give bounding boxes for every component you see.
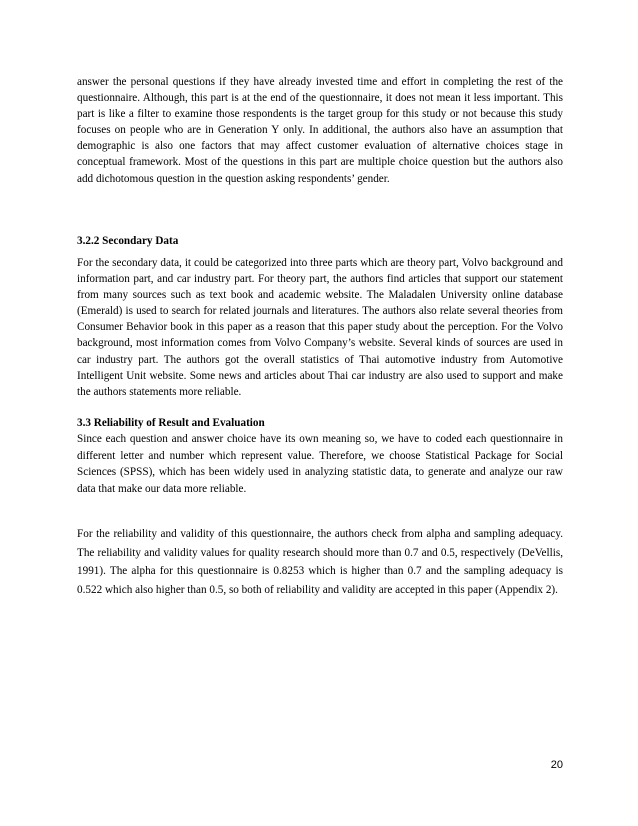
paragraph-questionnaire-demographics: answer the personal questions if they have already invested time and effort in completing the rest of the questionnaire. Although, this part is at the end of the questionnaire, it does not mean it less important. This part is like a filter to examine those respondents is the target group for this study or not because this study focuses on people who are in Generation Y only. In additional, the authors also have an assumption that demographic is also one factors that may affect customer evaluation of alternative choices stage in conceptual framework. Most of the questions in this part are multiple choice question but the authors also add dichotomous question in the question asking respondents’ gender. — [77, 76, 563, 185]
paragraph-reliability-validity: For the reliability and validity of this questionnaire, the authors check from alpha and sampling adequacy. The reliability and validity values for quality research should more than 0.7 and 0.5, respectively (DeVellis, 1991). The alpha for this questionnaire is 0.8253 which is higher than 0.7 and the sampling adequacy is 0.522 which also higher than 0.5, so both of reliability and validity are accepted in this paper (Appendix 2). — [77, 528, 563, 596]
section-heading-reliability: 3.3 Reliability of Result and Evaluation — [77, 417, 265, 429]
page-number: 20 — [550, 759, 563, 771]
paragraph-spss-coding: Since each question and answer choice have its own meaning so, we have to coded each questionnaire in different letter and number which represent value. Therefore, we choose Statistical Package for Social Sciences (SPSS), which has been widely used in analyzing statistic data, to generate and analyze our raw data that make our data more reliable. — [77, 433, 563, 495]
paragraph-secondary-data: For the secondary data, it could be categorized into three parts which are theory part, Volvo background and information part, and car industry part. For theory part, the authors find articles that support our statement from many sources such as text book and academic website. The Maladalen University online database (Emerald) is used to search for related journals and literatures. The authors also relate several theories from Consumer Behavior book in this paper as a reason that this paper study about the perception. For the Volvo background, most information comes from Volvo Company’s website. Several kinds of sources are used in car industry part. The authors got the overall statistics of Thai automotive industry from Automotive Intelligent Unit website. Some news and articles about Thai car industry are also used to support and make the authors statements more reliable. — [77, 257, 563, 398]
section-heading-secondary-data: 3.2.2 Secondary Data — [77, 235, 179, 247]
